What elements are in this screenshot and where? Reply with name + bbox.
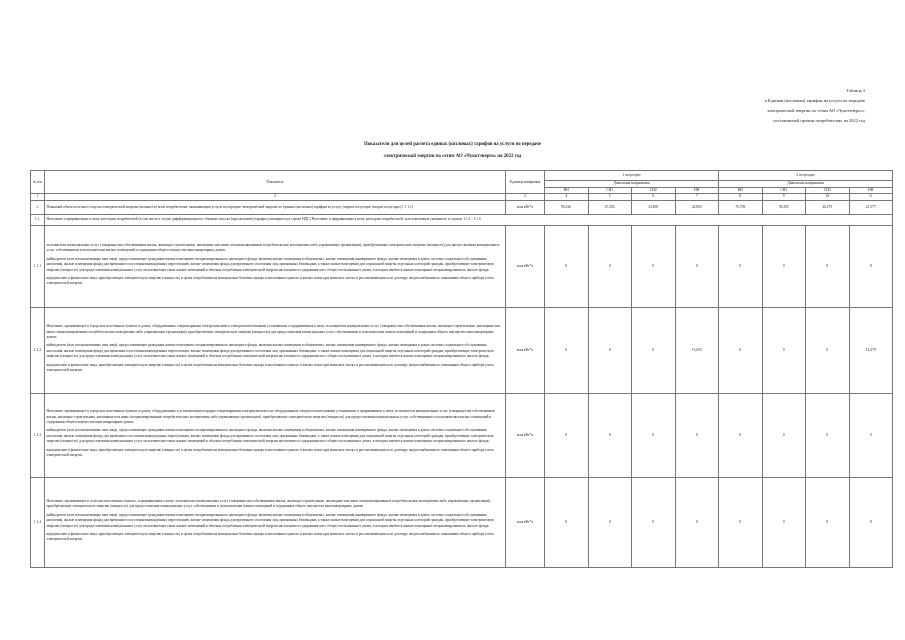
note-line: Таблица 3: [846, 88, 865, 93]
table-row: [31, 393, 893, 477]
header-level: НН: [675, 188, 719, 194]
description-paragraph: наймодатели (или уполномоченные ими лица), предоставляющие гражданам жилые помещения специализированного жилищного фонда, включая жилые помещения в общежитиях, жилые помещения маневренного фонда, жилые помещения в домах системы социального обслуживания населения, жилые помещения фонда для временного поселения вынужденных переселенцев, жилые помещения фонда для временного поселения лиц, признанных беженцами, а также жилые помещения для социальной защиты отдельных категорий граждан, приобретающие электрическую энергию (мощность) для предоставления коммунальных услуг пользователям таких жилых помещений в объемах потребления электрической энергии населением и содержания мест общего пользования в домах, в которых имеются жилые помещения специализированного жилого фонда;: [46, 256, 494, 272]
note-line: к Единым (котловым) тарифам на услуги по передаче: [764, 98, 865, 103]
description-paragraph: Население, проживающее в городских населенных пунктах в домах, оборудованных стационарными электроплитами и электроотопительными установками, и приравненные к нему: исполнители коммунальных услуг (товарищества собственников жилья, жилищно-строительные, жилищные или иные специализированные потребительские кооперативы либо управляющие организации), приобретающие электрическую энергию (мощность) для предоставления коммунальных услуг собственникам и пользователям жилых помещений и содержания общего имущества многоквартирных домов;: [46, 324, 501, 339]
row-value: 0: [762, 393, 806, 477]
row-value: 34,805: [632, 200, 676, 214]
document-title: [0, 139, 905, 163]
row-value: 15,053: [675, 307, 719, 393]
row-value: 0: [588, 393, 632, 477]
description-paragraph: юридические и физические лица, приобретающие электрическую энергию (мощность) в целях потребления на коммунально-бытовые нужды в населенных пунктах и жилых зонах при воинских частях и рассчитывающиеся по договору энергоснабжения по показаниям общего прибора учета электрической энергии.: [46, 447, 494, 458]
description-paragraph: наймодатели (или уполномоченные ими лица), предоставляющие гражданам жилые помещения специализированного жилищного фонда, включая жилые помещения в общежитиях, жилые помещения маневренного фонда, жилые помещения в домах системы социального обслуживания населения, жилые помещения фонда для временного поселения вынужденных переселенцев, жилые помещения фонда для временного поселения лиц, признанных беженцами, а также жилые помещения для социальной защиты отдельных категорий граждан, приобретающие электрическую энергию (мощность) для предоставления коммунальных услуг пользователям таких жилых помещений в объемах потребления электрической энергии населением и содержания мест общего пользования в домах, в которых имеются жилые помещения специализированного жилого фонда;: [46, 343, 494, 359]
row-description: Население и приравненные к нему категории потребителей (в том числе в случае дифференциации по объемам отпуска (при наличии) (тарифы учитываются в строке НДС) Население и приравненные к нему категории потребителей, за исключением указанного в строках 1.1.2 - 1.1.5: [45, 214, 893, 225]
row-value: 0: [849, 477, 893, 567]
row-value: 0: [632, 225, 676, 307]
column-number: 7: [675, 194, 719, 200]
row-value: 22,895: [675, 200, 719, 214]
row-value: 0: [849, 393, 893, 477]
header-half-2: 2 полугодие: [719, 171, 893, 181]
header-level: ВН: [719, 188, 763, 194]
note-line: поставляемой прочим потребителям, на 2022 год: [773, 118, 865, 123]
row-value: 0: [632, 393, 676, 477]
table-row: [31, 307, 893, 393]
table-row: [31, 200, 893, 214]
row-value: 0: [806, 477, 850, 567]
row-value: 80,416: [545, 200, 589, 214]
header-row: [31, 171, 893, 181]
row-value: 0: [719, 393, 763, 477]
row-value: 0: [545, 477, 589, 567]
row-value: 0: [762, 307, 806, 393]
row-value: 0: [762, 477, 806, 567]
description-paragraph: юридические и физические лица, приобретающие электрическую энергию (мощность) в целях потребления на коммунально-бытовые нужды в населенных пунктах и жилых зонах при воинских частях и рассчитывающиеся по договору энергоснабжения по показаниям общего прибора учета электрической энергии.: [46, 275, 494, 286]
row-value: 0: [632, 307, 676, 393]
row-value: 76,709: [719, 200, 763, 214]
description-paragraph: юридические и физические лица, приобретающие электрическую энергию (мощность) в целях потребления на коммунально-бытовые нужды в населенных пунктах и жилых зонах при воинских частях и рассчитывающиеся по договору энергоснабжения по показаниям общего прибора учета электрической энергии.: [46, 531, 494, 542]
row-value: 0: [675, 393, 719, 477]
row-number: 1.: [31, 200, 45, 214]
row-value: 0: [545, 307, 589, 393]
column-number: 6: [632, 194, 676, 200]
table-row: [31, 477, 893, 567]
header-voltage-ranges: Диапазоны напряжения: [719, 181, 893, 188]
header-level: СН2: [806, 188, 850, 194]
row-value: 0: [588, 225, 632, 307]
row-value: 0: [806, 225, 850, 307]
row-description: Плановый объем полезного отпуска электрической энергии (мощности) всем потребителям, оказывающим услуги по передаче электрической энергии по единым (котловым) тарифам за услугу (первое полугодие (второе полугодие) 1.1 1.1): [45, 200, 506, 214]
row-number: 1.1.4: [31, 477, 45, 567]
row-description: [45, 477, 506, 567]
description-paragraph: Население, проживающее в городских населенных пунктах в домах, оборудованных в установленном порядке стационарными электроплитами и не оборудованных электроотопительными установками, и приравненные к нему: исполнители коммунальных услуг (товарищества собственников жилья, жилищно-строительные, жилищные или иные специализированные потребительские кооперативы либо управляющие организации), приобретающие электрическую энергию (мощность) для предоставления коммунальных услуг собственникам и пользователям жилых помещений и содержания общего имущества многоквартирных домов;: [46, 409, 495, 424]
table-row: [31, 214, 893, 225]
row-value: 0: [545, 225, 589, 307]
row-value: 47,292: [588, 200, 632, 214]
title-line-2: электрической энергии по сетям АО «Чукотэнерго» на 2022 год: [383, 154, 522, 159]
row-description: [45, 307, 506, 393]
table-annex-note: [665, 86, 865, 126]
row-value: 0: [719, 225, 763, 307]
column-number: 2: [45, 194, 506, 200]
row-value: 0: [675, 225, 719, 307]
title-line-1: Показатели для целей расчета единых (котловых) тарифов на услуги по передаче: [364, 142, 541, 147]
row-value: 0: [762, 225, 806, 307]
description-paragraph: юридические и физические лица, приобретающие электрическую энергию (мощность) в целях потребления на коммунально-бытовые нужды в населенных пунктах и жилых зонах при воинских частях и рассчитывающиеся по договору энергоснабжения по показаниям общего прибора учета электрической энергии.: [46, 362, 494, 373]
row-value: 0: [632, 477, 676, 567]
column-number: 9: [762, 194, 806, 200]
row-value: 0: [675, 477, 719, 567]
note-line: электрической энергии по сетям АО «Чукотэнерго»,: [767, 108, 865, 113]
description-paragraph: исполнители коммунальных услуг (товарищества собственников жилья, жилищно-строительные, жилищные или иные специализированные потребительские кооперативы либо управляющие организации), приобретающие электрическую энергию (мощность) для предоставления коммунальных услуг собственникам и пользователям жилых помещений и содержания общего имущества многоквартирных домов;: [46, 242, 500, 253]
row-unit: млн кВт*ч: [506, 477, 545, 567]
row-value: 0: [719, 307, 763, 393]
header-level: СН2: [632, 188, 676, 194]
header-level: СН1: [588, 188, 632, 194]
header-level: СН1: [762, 188, 806, 194]
row-value: 39,205: [762, 200, 806, 214]
row-unit: млн кВт*ч: [506, 393, 545, 477]
header-level: НН: [849, 188, 893, 194]
row-number: 1.1.1: [31, 225, 45, 307]
row-unit: млн кВт*ч: [506, 307, 545, 393]
row-value: 0: [806, 307, 850, 393]
column-number: 11: [849, 194, 893, 200]
row-number: 1.1.2: [31, 307, 45, 393]
header-unit: Единица измерения: [506, 171, 545, 194]
column-number: 1: [31, 194, 45, 200]
row-value: 26,275: [806, 200, 850, 214]
header-half-1: 1 полугодие: [545, 171, 719, 181]
column-number: 10: [806, 194, 850, 200]
column-number: 3: [506, 194, 545, 200]
row-number: 1.1.3: [31, 393, 45, 477]
row-unit: млн кВт*ч: [506, 225, 545, 307]
indicators-table: [30, 170, 893, 568]
row-value: 0: [588, 477, 632, 567]
row-value: 14,279: [849, 307, 893, 393]
row-value: 21,577: [849, 200, 893, 214]
row-value: 0: [806, 393, 850, 477]
column-number: 5: [588, 194, 632, 200]
row-description: [45, 393, 506, 477]
header-voltage-ranges: Диапазоны напряжения: [545, 181, 719, 188]
header-level: ВН: [545, 188, 589, 194]
row-description: [45, 225, 506, 307]
header-num: № п/п: [31, 171, 45, 194]
column-number: 4: [545, 194, 589, 200]
row-value: 0: [588, 307, 632, 393]
row-value: 0: [849, 225, 893, 307]
row-number: 1.1.: [31, 214, 45, 225]
description-paragraph: Население, проживающее в сельских населенных пунктах, и приравненные к нему: исполнители коммунальных услуг (товарищества собственников жилья, жилищно-строительные, жилищные или иные специализированные потребительские кооперативы либо управляющие организации), приобретающие электрическую энергию (мощность) для предоставления коммунальных услуг собственникам и пользователям жилых помещений и содержания общего имущества многоквартирных домов;: [46, 498, 492, 509]
description-paragraph: наймодатели (или уполномоченные ими лица), предоставляющие гражданам жилые помещения специализированного жилищного фонда, включая жилые помещения в общежитиях, жилые помещения маневренного фонда, жилые помещения в домах системы социального обслуживания населения, жилые помещения фонда для временного поселения вынужденных переселенцев, жилые помещения фонда для временного поселения лиц, признанных беженцами, а также жилые помещения для социальной защиты отдельных категорий граждан, приобретающие электрическую энергию (мощность) для предоставления коммунальных услуг пользователям таких жилых помещений в объемах потребления электрической энергии населением и содержания мест общего пользования в домах, в которых имеются жилые помещения специализированного жилого фонда;: [46, 428, 494, 444]
table-row: [31, 225, 893, 307]
row-value: 0: [545, 393, 589, 477]
row-unit: млн кВт*ч: [506, 200, 545, 214]
column-number: 8: [719, 194, 763, 200]
description-paragraph: наймодатели (или уполномоченные ими лица), предоставляющие гражданам жилые помещения специализированного жилищного фонда, включая жилые помещения в общежитиях, жилые помещения маневренного фонда, жилые помещения в домах системы социального обслуживания населения, жилые помещения фонда для временного поселения вынужденных переселенцев, жилые помещения фонда для временного поселения лиц, признанных беженцами, а также жилые помещения для социальной защиты отдельных категорий граждан, приобретающие электрическую энергию (мощность) для предоставления коммунальных услуг пользователям таких жилых помещений в объемах потребления электрической энергии населением и содержания мест общего пользования в домах, в которых имеются жилые помещения специализированного жилого фонда;: [46, 512, 494, 528]
header-indicator: Показатель: [45, 171, 506, 194]
row-value: 0: [719, 477, 763, 567]
